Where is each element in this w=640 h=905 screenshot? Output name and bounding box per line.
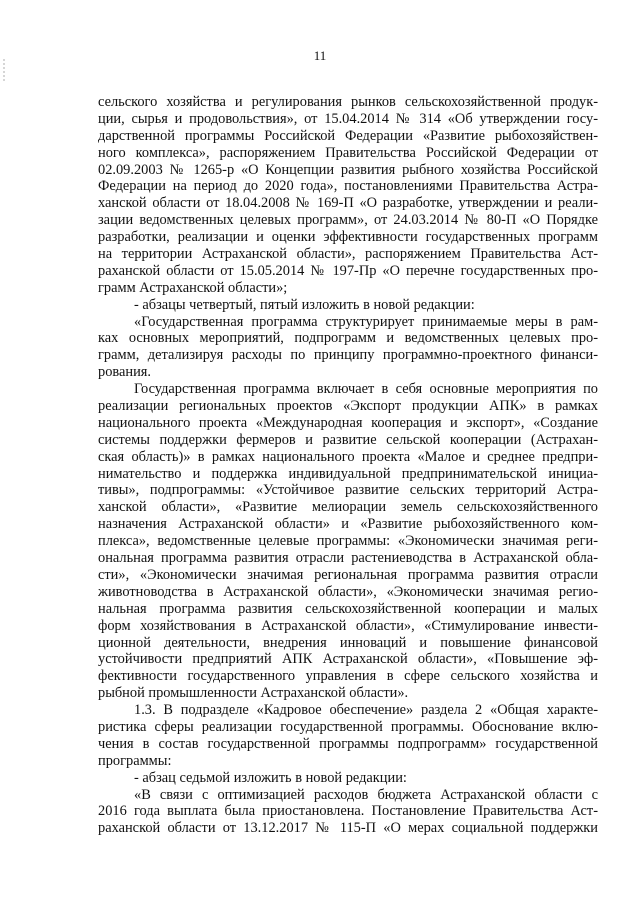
text-line: 02.09.2003 № 1265-р «О Концепции развития рыбного хозяйства Российской bbox=[98, 161, 598, 178]
text-line: ционной деятельности, внедрения инноваций и повышение финансовой bbox=[98, 634, 598, 651]
text-line: дарственной программы Российской Федерации «Развитие рыбохозяйствен- bbox=[98, 127, 598, 144]
text-line: сельского хозяйства и регулирования рынков сельскохозяйственной продук- bbox=[98, 94, 598, 110]
text-line: ции, сырья и продовольствия», от 15.04.2014 № 314 «Об утверждении госу- bbox=[98, 110, 598, 127]
text-line: раханской области от 15.05.2014 № 197-Пр «О перечне государственных про- bbox=[98, 262, 598, 279]
text-line: грамм Астраханской области»; bbox=[98, 279, 288, 296]
text-line: зации ведомственных целевых программ», от 24.03.2014 № 80-П «О Порядке bbox=[98, 212, 598, 229]
text-line: Государственная программа включает в себя основные мероприятия по bbox=[134, 381, 598, 398]
text-line: нальная программа развития сельскохозяйственной кооперации и малых bbox=[98, 600, 598, 617]
text-line: рования. bbox=[98, 364, 152, 381]
text-line: - абзацы четвертый, пятый изложить в новой редакции: bbox=[134, 296, 475, 313]
text-line: программы: bbox=[98, 752, 172, 769]
text-line: системы поддержки фермеров и развитие сельской кооперации (Астрахан- bbox=[98, 431, 598, 448]
text-line: тивы», подпрограммы: «Устойчивое развитие сельских территорий Астра- bbox=[98, 482, 598, 499]
text-line: ханской области», «Развитие мелиорации земель сельскохозяйственного bbox=[98, 499, 598, 516]
text-line: 2016 года выплата была приостановлена. Постановление Правительства Аст- bbox=[98, 803, 598, 820]
text-line: Федерации на период до 2020 года», постановлениями Правительства Астра- bbox=[98, 178, 598, 195]
text-line: разработки, реализации и оценки эффективности государственных программ bbox=[98, 229, 598, 246]
text-line: на территории Астраханской области», распоряжением Правительства Аст- bbox=[98, 246, 598, 263]
text-line: назначения Астраханской области» и «Развитие рыбохозяйственного ком- bbox=[98, 516, 598, 533]
text-line: ханской области от 18.04.2008 № 169-П «О разработке, утверждении и реали- bbox=[98, 195, 598, 212]
text-line: «В связи с оптимизацией расходов бюджета Астраханской области с bbox=[134, 786, 598, 803]
text-line: форм хозяйствования в Астраханской области», «Стимулирование инвести- bbox=[98, 617, 598, 634]
text-line: грамм, детализируя расходы по принципу программно-проектного финанси- bbox=[98, 347, 598, 364]
text-line: раханской области от 13.12.2017 № 115-П «О мерах социальной поддержки bbox=[98, 820, 598, 837]
text-line: ках основных мероприятий, подпрограмм и ведомственных целевых про- bbox=[98, 330, 598, 347]
text-line: - абзац седьмой изложить в новой редакции: bbox=[134, 769, 407, 786]
text-line: «Государственная программа структурирует принимаемые меры в рам- bbox=[134, 313, 598, 330]
text-line: 1.3. В подразделе «Кадровое обеспечение» раздела 2 «Общая характе- bbox=[134, 702, 598, 719]
text-line: рыбной промышленности Астраханской области». bbox=[98, 685, 409, 702]
text-line: ская область)» в рамках национального проекта «Малое и среднее предпри- bbox=[98, 448, 598, 465]
text-line: устойчивости предприятий АПК Астраханской области», «Повышение эф- bbox=[98, 651, 598, 668]
page-number: 11 bbox=[313, 48, 327, 63]
text-line: реализации региональных проектов «Экспорт продукции АПК» в рамках bbox=[98, 398, 598, 415]
text-line: чения в состав государственной программы подпрограмм» государственной bbox=[98, 735, 598, 752]
text-line: национального проекта «Международная кооперация и экспорт», «Создание bbox=[98, 414, 598, 431]
text-line: ного комплекса», распоряжением Правительства Российской Федерации от bbox=[98, 144, 598, 161]
text-line: ристика сферы реализации государственной программы. Обоснование вклю- bbox=[98, 718, 598, 735]
text-line: нимательство и поддержка индивидуальной предпринимательской инициа- bbox=[98, 465, 598, 482]
text-line: плекса», ведомственные целевые программы: «Экономически значимая реги- bbox=[98, 533, 598, 550]
text-line: животноводства в Астраханской области», «Экономически значимая регио- bbox=[98, 583, 598, 600]
document-body bbox=[98, 94, 598, 837]
text-line: фективности государственного управления в сфере сельского хозяйства и bbox=[98, 668, 598, 685]
text-line: ональная программа развития отрасли растениеводства в Астраханской обла- bbox=[98, 550, 598, 567]
text-line: сти», «Экономически значимая региональная программа развития отрасли bbox=[98, 566, 598, 583]
